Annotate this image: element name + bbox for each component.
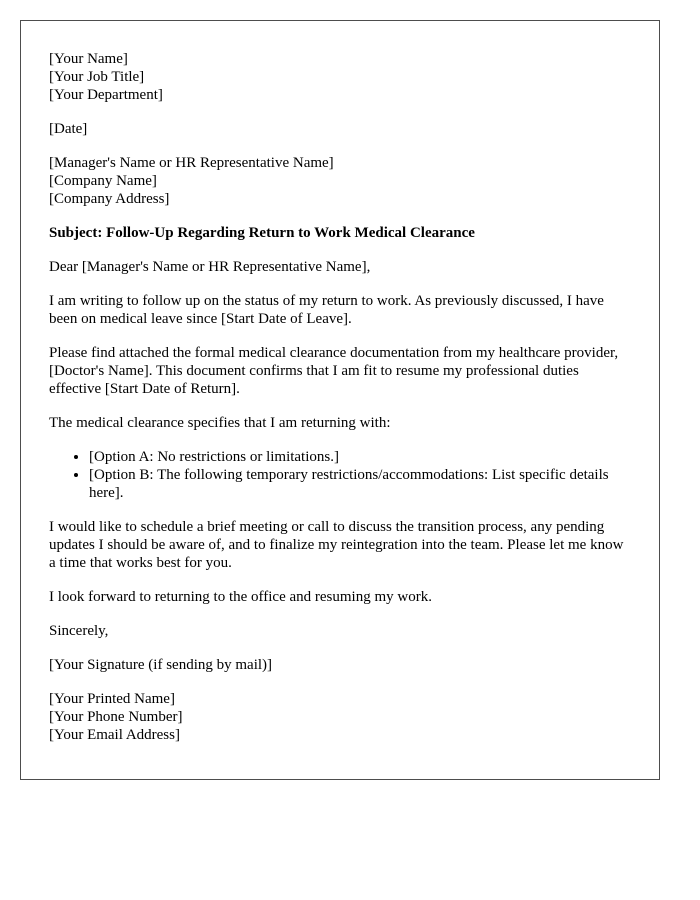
- body-paragraph: [49, 518, 631, 572]
- paragraph-meeting: I would like to schedule a brief meeting or call to discuss the transition process, any pending updates I should be aware of, and to finalize my reintegration into the team. Please let me know a time that works best for you.: [49, 519, 624, 571]
- sign-off-block: [49, 622, 631, 640]
- body-paragraph: [49, 414, 631, 432]
- signature-block: [49, 656, 631, 674]
- recipient-address: [Company Address]: [49, 191, 170, 207]
- phone-number: [Your Phone Number]: [49, 709, 183, 725]
- letter-page: [20, 20, 660, 780]
- paragraph-documentation: Please find attached the formal medical clearance documentation from my healthcare provider, [Doctor's Name]. This document confirms that I am fit to resume my professional duties effective [Start Date of Return].: [49, 345, 619, 397]
- letter-date: [Date]: [49, 121, 88, 137]
- body-paragraph: [49, 344, 631, 398]
- subject-line: Subject: Follow-Up Regarding Return to Work Medical Clearance: [49, 225, 475, 241]
- paragraph-status: I am writing to follow up on the status of my return to work. As previously discussed, I have been on medical leave since [Start Date of Leave].: [49, 293, 604, 327]
- option-b: • [Option B: The following temporary restrictions/accommodations: List specific details here].: [89, 466, 631, 502]
- paragraph-forward: I look forward to returning to the office and resuming my work.: [49, 589, 432, 605]
- sign-off: Sincerely,: [49, 623, 109, 639]
- recipient-company: [Company Name]: [49, 173, 157, 189]
- footer-block: [49, 690, 631, 744]
- sender-block: [49, 50, 631, 104]
- body-paragraph: [49, 292, 631, 328]
- printed-name: [Your Printed Name]: [49, 691, 175, 707]
- option-a: • [Option A: No restrictions or limitations.]: [89, 448, 631, 466]
- sender-department: [Your Department]: [49, 87, 163, 103]
- signature: [Your Signature (if sending by mail)]: [49, 657, 273, 673]
- body-paragraph: [49, 588, 631, 606]
- salutation-block: [49, 258, 631, 276]
- recipient-block: [49, 154, 631, 208]
- paragraph-clearance: The medical clearance specifies that I am returning with:: [49, 415, 391, 431]
- sender-name: [Your Name]: [49, 51, 128, 67]
- options-list: [49, 448, 631, 502]
- email-address: [Your Email Address]: [49, 727, 180, 743]
- salutation: Dear [Manager's Name or HR Representative Name],: [49, 259, 371, 275]
- sender-job-title: [Your Job Title]: [49, 69, 145, 85]
- subject-block: [49, 224, 631, 242]
- recipient-name: [Manager's Name or HR Representative Name]: [49, 155, 334, 171]
- date-block: [49, 120, 631, 138]
